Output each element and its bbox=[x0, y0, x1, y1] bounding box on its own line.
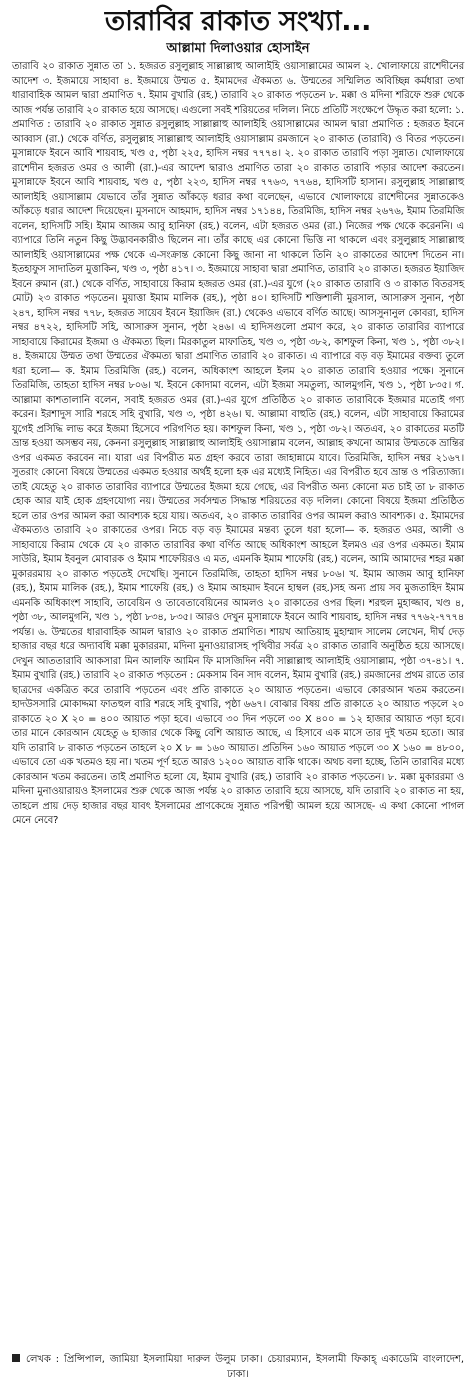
article-body: তারাবি ২০ রাকাত সুন্নাত তা ১. হজরত রসুলুল্লাহ সাল্লাল্লাহু আলাইহি ওয়াসাল্লামের আমল ২. খোলাফায়ে রাশেদীনের আদেশ ৩. ইজমায়ে সাহাবা ৪. ইজমায়ে উম্মত ৫. ইমামদের ঐকমত্য ৬. উম্মতের সম্মিলিত অবিচ্ছিন্ন কর্মধারা তথা ধারাবাহিক আমল দ্বারা প্রমাণিত ৭. ইমাম বুখারি (রহ.) তারাবি ২০ রাকাত পড়তেন ৮. মক্কা ও মদিনা শরিফে শুরু থেকে আজ পর্যন্ত তারাবি ২০ রাকাত হয়ে আসছে। এগুলো সবই শরিয়তের দলিল। নিচে প্রতিটি সংক্ষেপে উদ্ধৃত করা হলো: ১. প্রমাণিত : তারাবি ২০ রাকাত সুন্নাত রসুলুল্লাহ সাল্লাল্লাহু আলাইহি ওয়াসাল্লামের আমল দ্বারা প্রমাণিত : হজরত ইবনে আব্বাস (রা.) থেকে বর্ণিত, রসুলুল্লাহ সাল্লাল্লাহু আলাইহি ওয়াসাল্লাম রমজানে ২০ রাকাত (তারাবি) ও বিতর পড়তেন। মুসান্নাফে ইবনে আবি শায়বাহ, খণ্ড ৫, পৃষ্ঠা ২২৫, হাদিস নম্বর ৭৭৭৪। ২. ২০ রাকাত তারাবি পড়া সুন্নাত। খোলাফায়ে রাশেদীন হজরত ওমর ও আলী (রা.)-এর আদেশ দ্বারাও প্রমাণিত তারা ২০ রাকাত তারাবি পড়ার আদেশ করতেন। মুসান্নাফে ইবনে আবি শায়বাহ, খণ্ড ৫, পৃষ্ঠা ২২৩, হাদিস নম্বর ৭৭৬৩, ৭৭৬৪, হাদিসটি হাসান। রসুলুল্লাহ সাল্লাল্লাহু আলাইহি ওয়াসাল্লাম যেভাবে তাঁর সুন্নাত আঁকড়ে ধরার কথা বলেছেন, এভাবে খোলাফায়ে রাশেদীনের সুন্নাতকেও আঁকড়ে ধরার আদেশ দিয়েছেন। মুসনাদে আহমাদ, হাদিস নম্বর ১৭১৪৪, তিরমিজি, হাদিস নম্বর ২৬৭৬, ইমাম তিরমিজি বলেন, হাদিসটি সহি। ইমাম আজম আবু হানিফা (রহ.) বলেন, এটা হজরত ওমর (রা.) নিজের পক্ষ থেকে করেননি। এ ব্যাপারে তিনি নতুন কিছু উদ্ভাবনকারীও ছিলেন না। তাঁর কাছে এর কোনো ভিত্তি না থাকলে এবং রসুলুল্লাহ সাল্লাল্লাহু আলাইহি ওয়াসাল্লামের পক্ষ থেকে এ-সংক্রান্ত কোনো কিছু জানা না থাকলে তিনি ২০ রাকাতের আদেশ দিতেন না। ইতহাফুস সাদাতিল মুত্তাকিন, খণ্ড ৩, পৃষ্ঠা ৪১৭। ৩. ইজমায়ে সাহাবা দ্বারা প্রমাণিত, তারাবি ২০ রাকাত। হজরত ইয়াজিদ ইবনে রুমান (রা.) থেকে বর্ণিত, সাহাবায়ে কিরাম হজরত ওমর (রা.)-এর যুগে (২০ রাকাত তারাবি ও ৩ রাকাত বিতরসহ মোট) ২৩ রাকাত পড়তেন। মুয়াত্তা ইমাম মালিক (রহ.), পৃষ্ঠা ৪০। হাদিসটি শক্তিশালী মুরসাল, আসারুস সুনান, পৃষ্ঠা ২৪৭, হাদিস নম্বর ৭৭৮, হজরত সায়েব ইবনে ইয়াজিদ (রা.) থেকেও এভাবে বর্ণিত আছে। আসসুনানুল কোবরা, হাদিস নম্বর ৪৭২২, হাদিসটি সহি, আসারুস সুনান, পৃষ্ঠা ২৪৬। এ হাদিসগুলো প্রমাণ করে, ২০ রাকাত তারাবির ব্যাপারে সাহাবায়ে কিরামের ইজমা ও ঐকমত্য ছিল। মিরকাতুল মাফাতিহ, খণ্ড ৩, পৃষ্ঠা ৩৮২, কাশফুল কিনা, খণ্ড ১, পৃষ্ঠা ৩৮২। ৪. ইজমায়ে উম্মত তথা উম্মতের ঐকমত্য দ্বারা প্রমাণিত তারাবি ২০ রাকাত। এ ব্যাপারে বড় বড় ইমামের বক্তব্য তুলে ধরা হলো— ক. ইমাম তিরমিজি (রহ.) বলেন, অধিকাংশ আহলে ইলম ২০ রাকাত তারাবি হওয়ার পক্ষে। সুনানে তিরমিজি, তাহতা হাদিস নম্বর ৮০৬। খ. ইবনে কোদামা বলেন, এটা ইজমা সমতুল্য, আলমুগনি, খণ্ড ১, পৃষ্ঠা ৮৩৫। গ. আল্লামা কাশতালানি বলেন, সবাই হজরত ওমর (রা.)-এর যুগে প্রতিষ্ঠিত ২০ রাকাত তারাবিকে ইজমার মতোই গণ্য করেন। ইরশাদুস সারি শরহে সহি বুখারি, খণ্ড ৩, পৃষ্ঠা ৪২৬। ঘ. আল্লামা বাহুতি (রহ.) বলেন, এটা সাহাবায়ে কিরামের যুগেই প্রসিদ্ধি লাভ করে ইজমা হিসেবে পরিগণিত হয়। কাশফুল কিনা, খণ্ড ১, পৃষ্ঠা ৩৮২। অতএব, ২০ রাকাতের মতটি ভ্রান্ত হওয়া অসম্ভব নয়, কেননা রসুলুল্লাহ সাল্লাল্লাহু আলাইহি ওয়াসাল্লাম বলেন, আল্লাহ কখনো আমার উম্মতকে ভ্রান্তির ওপর একমত করবেন না। যারা এর বিপরীত মত গ্রহণ করবে তারা জাহান্নামে যাবে। তিরমিজি, হাদিস নম্বর ২১৬৭। সুতরাং কোনো বিষয়ে উম্মতের একমত হওয়ার অর্থই হলো হক এর মধ্যেই নিহিত। এর বিপরীত হবে ভ্রান্ত ও পরিত্যাজ্য। তাই যেহেতু ২০ রাকাত তারাবির ব্যাপারে উম্মতের ইজমা হয়ে গেছে, এর বিপরীত অন্য কোনো মত চাই তা ৮ রাকাত হোক আর যাই হোক গ্রহণযোগ্য নয়। উম্মতের সর্বসম্মত সিদ্ধান্ত শরিয়তের বড় দলিল। কোনো বিষয়ে ইজমা প্রতিষ্ঠিত হলে তার ওপর আমল করা আবশ্যক হয়ে যায়। অতএব, ২০ রাকাত তারাবির ওপর আমল করাও আবশ্যক। ৫. ইমামদের ঐকমত্যও তারাবি ২০ রাকাতের ওপর। নিচে বড় বড় ইমামের মন্তব্য তুলে ধরা হলো— ক. হজরত ওমর, আলী ও সাহাবায়ে কিরাম থেকে যে ২০ রাকাত তারাবির কথা বর্ণিত আছে অধিকাংশ আহলে ইলমও এর ওপর একমত। ইমাম সাউরি, ইমাম ইবনুল মোবারক ও ইমাম শাফেয়িরও এ মত, এমনকি ইমাম শাফেয়ি (রহ.) বলেন, আমি আমাদের শহর মক্কা মুকাররমায় ২০ রাকাত পড়তেই দেখেছি। সুনানে তিরমিজি, তাহতা হাদিস নম্বর ৮০৬। খ. ইমাম আজম আবু হানিফা (রহ.), ইমাম মালিক (রহ.), ইমাম শাফেয়ি (রহ.) ও ইমাম আহমাদ ইবনে হাম্বল (রহ.)সহ অন্য প্রায় সব মুজতাহিদ ইমাম এমনকি অধিকাংশ সাহাবি, তাবেয়িন ও তাবেতাবেয়িনের আমলও ২০ রাকাতের ওপর ছিল। শরহুল মুহাজ্জাব, খণ্ড ৪, পৃষ্ঠা ৩৮, আলমুগনি, খণ্ড ১, পৃষ্ঠা ৮৩৪, ৮৩৫। আরও দেখুন মুসান্নাফে ইবনে আবি শায়বাহ, হাদিস নম্বর ৭৭৬২-৭৭৭৪ পর্যন্ত। ৬. উম্মতের ধারাবাহিক আমল দ্বারাও ২০ রাকাত প্রমাণিত। শায়খ আতিয়াহ মুহাম্মাদ সালেম লেখেন, দীর্ঘ দেড় হাজার বছর ধরে অদ্যাবধি মক্কা মুকাররমা, মদিনা মুনাওয়ারাসহ পৃথিবীর সর্বত্র ২০ রাকাত তারাবি অনুষ্ঠিত হয়ে আসছে। দেখুন আততারাবি আকসারা মিন আলফি আমিন ফি মাসজিদিন নবী সাল্লাল্লাহু আলাইহি ওয়াসাল্লাম, পৃষ্ঠা ৩৭-৪১। ৭. ইমাম বুখারি (রহ.) তারাবি ২০ রাকাত পড়তেন : মেকসাম বিন সাদ বলেন, ইমাম বুখারি (রহ.) রমজানের প্রথম রাতে তার ছাত্রদের একত্রিত করে তারাবি পড়তেন এবং প্রতি রাকাতে ২০ আয়াত পড়তেন। এভাবে কোরআন খতম করতেন। হাদউসসারি মোকাদ্দমা ফাতহুল বারি শরহে সহি বুখারি, পৃষ্ঠা ৬৬৭। বোঝার বিষয় প্রতি রাকাতে ২০ আয়াত পড়লে ২০ রাকাতে ২০ X ২০ = ৪০০ আয়াত পড়া হবে। এভাবে ৩০ দিন পড়লে ৩০ X ৪০০ = ১২ হাজার আয়াত পড়া হবে। তার মানে কোরআন যেহেতু ৬ হাজার থেকে কিছু বেশি আয়াত আছে, এ হিসাবে এক মাসে তার দুই খতম হতো। আর যদি তারাবি ৮ রাকাত পড়তেন তাহলে ২০ X ৮ = ১৬০ আয়াত। প্রতিদিন ১৬০ আয়াত পড়লে ৩০ X ১৬০ = ৪৮০০, এভাবে তো এক খতমও হয় না। খতম পূর্ণ হতে আরও ১২০০ আয়াত বাকি থাকে। অথচ বলা হচ্ছে, তিনি তারাবির মধ্যে কোরআন খতম করতেন। তাই প্রমাণিত হলো যে, ইমাম বুখারি (রহ.) তারাবি ২০ রাকাত পড়তেন। ৮. মক্কা মুকাররমা ও মদিনা মুনাওয়ারায়ও ইসলামের শুরু থেকে আজ পর্যন্ত ২০ রাকাত তারাবি হয়ে আসছে, যদি তারাবি ২০ রাকাত না হয়, তাহলে প্রায় দেড় হাজার বছর যাবৎ ইসলামের প্রাণকেন্দ্রে সুন্নাত পরিপন্থী আমল হয়ে আসছে- এ কথা কোনো পাগল মেনে নেবে? bbox=[12, 61, 464, 826]
article-title: তারাবির রাকাত সংখ্যা... bbox=[104, 6, 372, 37]
author-bio-text: লেখক : প্রিন্সিপাল, জামিয়া ইসলামিয়া দারুল উলুম ঢাকা। চেয়ারম্যান, ইসলামী ফিকাহ্ একাডেমি বাংলাদেশ, ঢাকা। bbox=[26, 1354, 464, 1380]
article-author: আল্লামা দিলাওয়ার হোসাইন bbox=[166, 41, 310, 56]
author-bio bbox=[12, 1353, 464, 1382]
bullet-square-icon bbox=[12, 1354, 20, 1362]
